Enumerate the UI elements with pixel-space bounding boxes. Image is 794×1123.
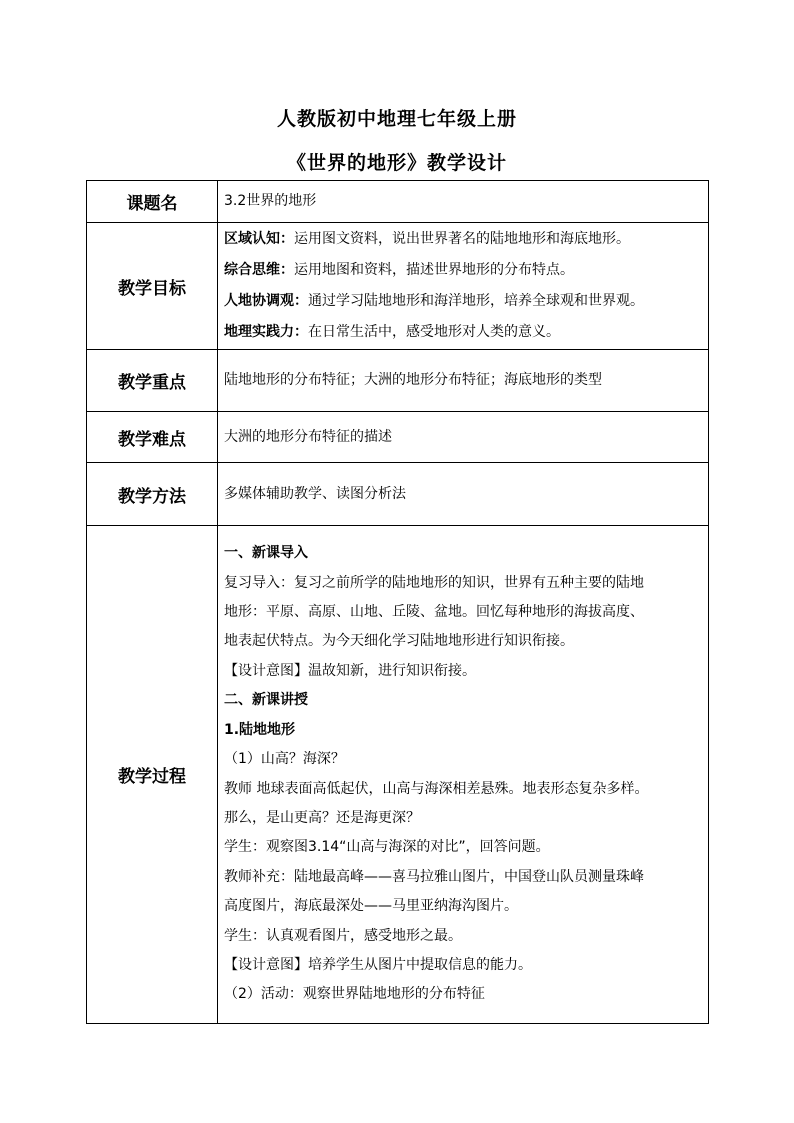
methods-label: 教学方法 [87, 463, 218, 526]
section-heading: 一、新课导入 [224, 545, 308, 562]
goal-key: 综合思维： [224, 262, 294, 278]
key-points-value: 陆地地形的分布特征；大洲的地形分布特征；海底地形的类型 [218, 350, 709, 412]
design-intent: 【设计意图】温故知新，进行知识衔接。 [224, 662, 476, 679]
table-row-goals [87, 223, 709, 350]
design-intent: 【设计意图】培养学生从图片中提取信息的能力。 [224, 956, 532, 973]
process-line: 高度图片，海底最深处——马里亚纳海沟图片。 [224, 898, 518, 915]
goal-item [224, 224, 702, 255]
subsection-heading: 1.陆地地形 [224, 721, 296, 738]
section-heading: 二、新课讲授 [224, 692, 308, 709]
lesson-plan-table [86, 180, 709, 1024]
goal-text: 运用图文资料，说出世界著名的陆地地形和海底地形。 [294, 231, 630, 247]
process-line: 复习导入：复习之前所学的陆地地形的知识，世界有五种主要的陆地 [224, 574, 644, 591]
process-line: （2）活动：观察世界陆地地形的分布特征 [224, 986, 485, 1003]
process-content [218, 526, 709, 1024]
process-line: 那么，是山更高？还是海更深？ [224, 809, 420, 826]
goals-content [218, 223, 709, 350]
goal-text: 运用地图和资料，描述世界地形的分布特点。 [294, 262, 574, 278]
process-line: 地形：平原、高原、山地、丘陵、盆地。回忆每种地形的海拔高度、 [224, 604, 644, 621]
table-row-methods [87, 463, 709, 526]
topic-label: 课题名 [87, 181, 218, 223]
goal-key: 人地协调观： [224, 293, 308, 309]
table-row-key-points [87, 350, 709, 412]
process-line: 教师补充：陆地最高峰——喜马拉雅山图片，中国登山队员测量珠峰 [224, 868, 644, 885]
table-row-process [87, 526, 709, 1024]
topic-value: 3.2世界的地形 [218, 181, 709, 223]
goal-key: 区域认知： [224, 231, 294, 247]
process-line: 地表起伏特点。为今天细化学习陆地地形进行知识衔接。 [224, 633, 574, 650]
difficulties-label: 教学难点 [87, 412, 218, 463]
process-line: 学生：观察图3.14“山高与海深的对比”，回答问题。 [224, 839, 550, 856]
goals-label: 教学目标 [87, 223, 218, 350]
key-points-label: 教学重点 [87, 350, 218, 412]
process-line: （1）山高？海深？ [224, 751, 345, 768]
goal-item [224, 286, 702, 317]
goal-text: 在日常生活中，感受地形对人类的意义。 [308, 324, 560, 340]
process-line: 教师 地球表面高低起伏，山高与海深相差悬殊。地表形态复杂多样。 [224, 780, 649, 797]
methods-value: 多媒体辅助教学、读图分析法 [218, 463, 709, 526]
goal-text: 通过学习陆地地形和海洋地形，培养全球观和世界观。 [308, 293, 644, 309]
process-line: 学生：认真观看图片，感受地形之最。 [224, 927, 462, 944]
document-subtitle: 《世界的地形》教学设计 [286, 152, 507, 174]
document-title: 人教版初中地理七年级上册 [276, 108, 517, 130]
table-row-difficulties [87, 412, 709, 463]
process-label: 教学过程 [87, 526, 218, 1024]
goal-item [224, 255, 702, 286]
goal-item [224, 317, 702, 348]
difficulties-value: 大洲的地形分布特征的描述 [218, 412, 709, 463]
goal-key: 地理实践力： [224, 324, 308, 340]
table-row-topic [87, 181, 709, 223]
